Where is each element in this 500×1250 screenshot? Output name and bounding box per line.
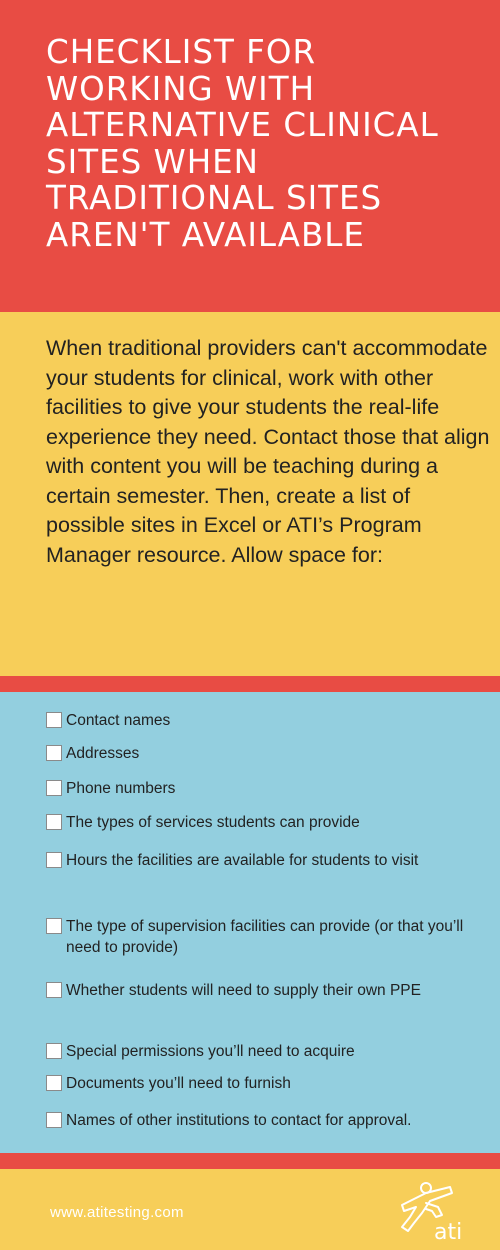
checklist-item-label: Documents you’ll need to furnish [66,1075,291,1092]
checkbox[interactable] [46,780,62,796]
header-banner [0,0,500,312]
checkbox[interactable] [46,852,62,868]
checkbox[interactable] [46,918,62,934]
page-title: CHECKLIST FOR WORKING WITH ALTERNATIVE CLINICAL SITES WHEN TRADITIONAL SITES AREN'T AVAILABLE [46,33,439,254]
checklist-section [0,692,500,1153]
divider-stripe-bottom [0,1153,500,1169]
website-link[interactable]: www.atitesting.com [50,1204,184,1221]
intro-text: When traditional providers can't accommodate your students for clinical, work with other facilities to give your students the real-life experience they need. Contact those that align with content you will be teaching during a certain semester. Then, create a list of possible sites in Excel or ATI’s Program Manager resource. Allow space for: [46,336,490,567]
footer [0,1169,500,1250]
checklist-item-label: Hours the facilities are available for students to visit [66,852,419,869]
checklist-item-label: Special permissions you’ll need to acquire [66,1043,355,1060]
logo-text: ati [434,1220,463,1243]
checklist-item-label: Addresses [66,745,140,762]
checkbox[interactable] [46,712,62,728]
checkbox[interactable] [46,1075,62,1091]
divider-stripe-top [0,676,500,692]
intro-section [0,312,500,676]
checkbox[interactable] [46,745,62,761]
checklist-item-label: Names of other institutions to contact for approval. [66,1112,412,1129]
checkbox[interactable] [46,982,62,998]
checklist-item-label: The type of supervision facilities can provide (or that you’ll need to provide) [66,918,464,956]
checklist-item-label: Contact names [66,712,171,729]
ati-logo-icon [396,1179,466,1243]
checkbox[interactable] [46,1112,62,1128]
checklist-item-label: The types of services students can provide [66,814,360,831]
checklist-item-label: Phone numbers [66,780,176,797]
checkbox[interactable] [46,1043,62,1059]
checkbox[interactable] [46,814,62,830]
checklist-item-label: Whether students will need to supply their own PPE [66,982,421,999]
